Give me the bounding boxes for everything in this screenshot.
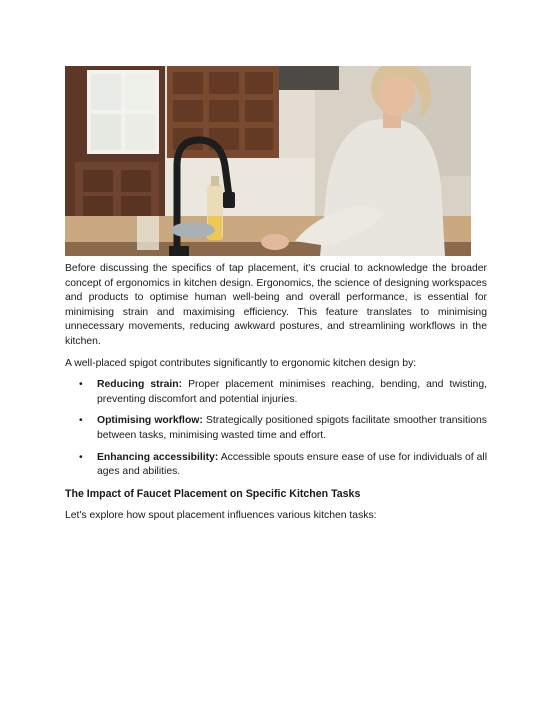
benefits-list	[65, 378, 487, 480]
list-item-text: Proper placement minimises reaching, bending, and twisting, preventing discomfort and potential injuries.	[97, 379, 487, 405]
list-item	[65, 451, 487, 480]
list-item	[65, 378, 487, 407]
list-item-text: Strategically positioned spigots facilitate smoother transitions between tasks, minimising wasted time and effort.	[97, 415, 488, 441]
lead-in-paragraph: A well-placed spigot contributes significantly to ergonomic kitchen design by:	[65, 357, 417, 369]
bullet-icon: •	[79, 379, 83, 391]
bullet-icon: •	[79, 451, 83, 463]
list-item-bold: Optimising workflow:	[97, 415, 203, 427]
intro-paragraph: Before discussing the specifics of tap placement, it's crucial to acknowledge the broader concept of ergonomics in kitchen design. Ergonomics, the science of designing workspaces and products to optimise human well-being and overall performance, is essential for minimising strain and maximising efficiency. This feature translates to minimising unnecessary movements, reducing awkward postures, and streamlining workflows in the kitchen.	[65, 263, 487, 347]
list-item-text: Accessible spouts ensure ease of use for individuals of all ages and abilities.	[97, 451, 488, 478]
closing-paragraph: Let's explore how spout placement influences various kitchen tasks:	[65, 510, 377, 522]
bullet-icon: •	[79, 415, 83, 427]
list-item	[65, 414, 487, 443]
section-heading: The Impact of Faucet Placement on Specific Kitchen Tasks	[65, 487, 361, 500]
kitchen-faucet-photo	[65, 66, 471, 256]
list-item-bold: Reducing strain:	[97, 379, 183, 391]
article-body	[65, 262, 487, 531]
list-item-bold: Enhancing accessibility:	[97, 451, 219, 463]
